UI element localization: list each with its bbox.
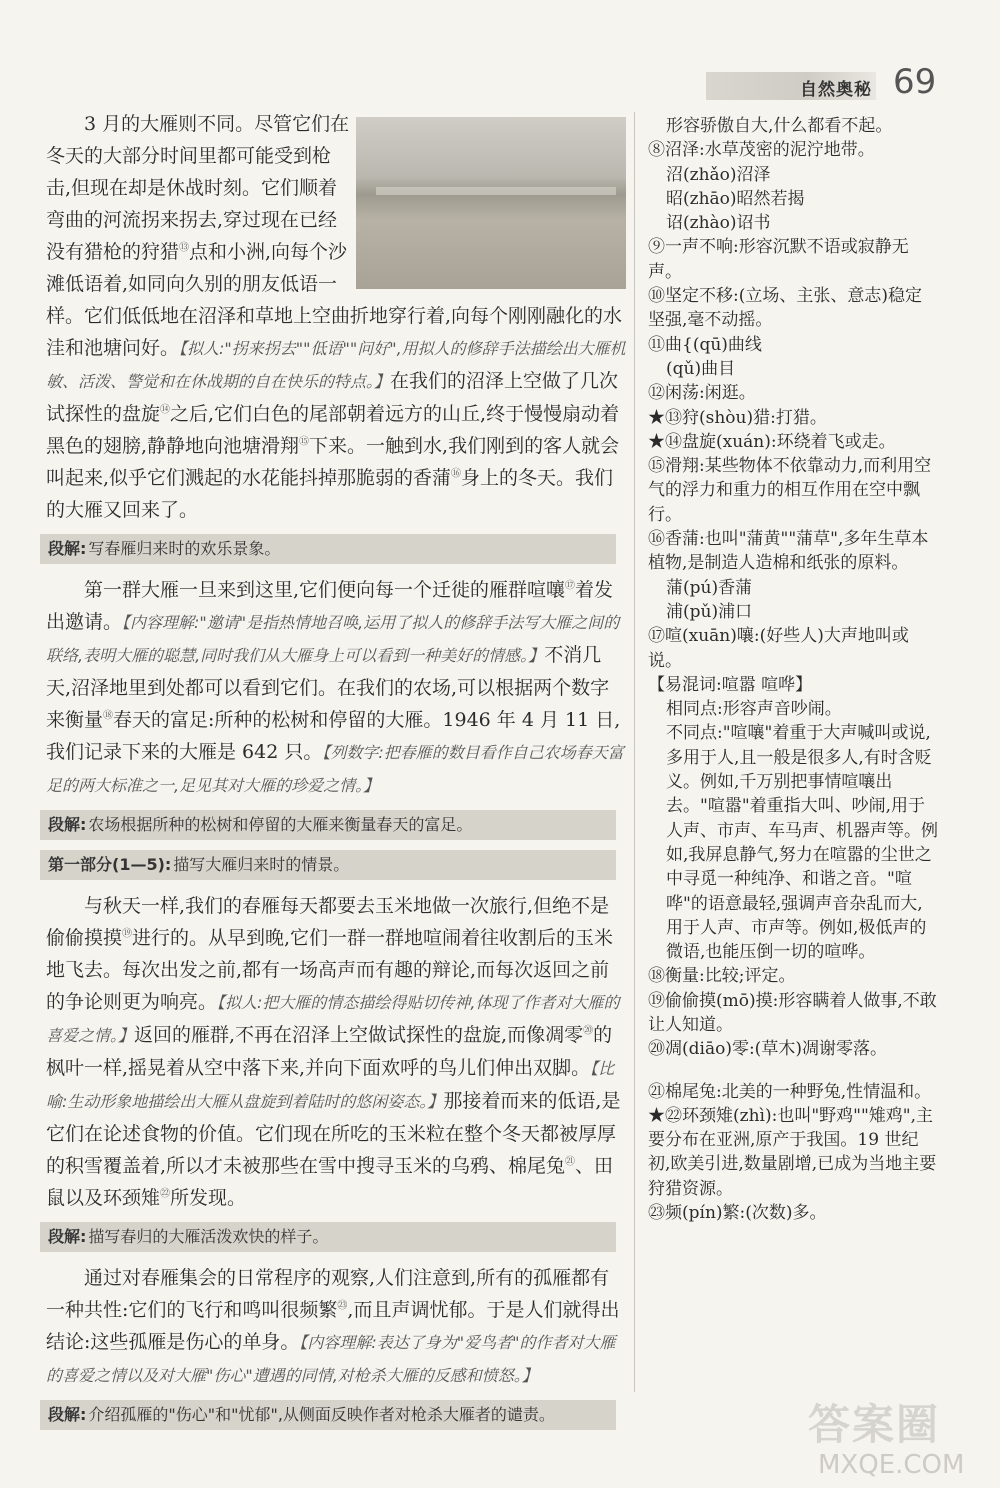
footnote-marker[interactable]: ㉓ bbox=[337, 1300, 348, 1312]
glossary-item: ⑯香蒲:也叫"蒲黄""蒲草",多年生草本植物,是制造人造棉和纸张的原料。 bbox=[648, 529, 929, 574]
column-divider bbox=[634, 112, 635, 1392]
glossary-subitem: 昭(zhāo)昭然若揭 bbox=[666, 188, 805, 209]
glossary-subitem: (qǔ)曲目 bbox=[666, 358, 736, 379]
annotation: 【内容理解:"邀请"是指热情地召唤,运用了拟人的修辞手法写大雁之间的联络,表明大雁的聪慧,同时我们从大雁身上可以看到一种美好的情感。】 bbox=[46, 613, 620, 665]
glossary-item: ⑮滑翔:某些物体不依靠动力,而利用空气的浮力和重力的相互作用在空中飘行。 bbox=[648, 456, 932, 525]
glossary-subitem: 相同点:形容声音吵闹。 bbox=[666, 699, 842, 720]
paragraph-summary-bar: 段解: 写春雁归来时的欢乐景象。 bbox=[40, 534, 616, 564]
footnote-marker[interactable]: ⑳ bbox=[583, 1025, 594, 1037]
section-summary-bar: 第一部分(1—5): 描写大雁归来时的情景。 bbox=[40, 850, 616, 880]
paragraph-2: 第一群大雁一旦来到这里,它们便向每一个迁徙的雁群喧嚷⑰着发出邀请。【内容理解:"邀请"是指热情地召唤,运用了拟人的修辞手法写大雁之间的联络,表明大雁的聪慧,同时我们从大雁身上可以看到一种美好的情感。】不消几天,沼泽地里到处都可以看到它们。在我们的农场,可以根据两个数字来衡量⑱春天的富足:所种的松树和停留的大雁。1946 年 4 月 11 日,我们记录下来的大雁是 642 只。【列数字:把春雁的数目看作自己农场春天富足的两大标准之一,足见其对大雁的珍爱之情。】 bbox=[46, 579, 624, 795]
paragraph-3: 与秋天一样,我们的春雁每天都要去玉米地做一次旅行,但绝不是偷偷摸摸⑲进行的。从早到晚,它们一群一群地喧闹着往收割后的玉米地飞去。每次出发之前,都有一场高声而有趣的辩论,而每次返回之前的争论则更为响亮。【拟人:把大雁的情态描绘得贴切传神,体现了作者对大雁的喜爱之情。】返回的雁群,不再在沼泽上空做试探性的盘旋,而像凋零⑳的枫叶一样,摇晃着从空中落下来,并向下面欢呼的鸟儿们伸出双脚。【比喻:生动形象地描绘出大雁从盘旋到着陆时的悠闲姿态。】那接着而来的低语,是它们在论述食物的价值。它们现在所吃的玉米粒在整个冬天都被厚厚的积雪覆盖着,所以才未被那些在雪中搜寻玉米的乌鸦、棉尾兔$^㉑$、田鼠以及环颈雉$^㉒$所发现。 bbox=[46, 895, 621, 1209]
footnote-marker[interactable]: ⑭ bbox=[160, 404, 171, 416]
footnote-marker[interactable]: ㉑ bbox=[565, 1156, 576, 1168]
footnote-marker[interactable]: ⑱ bbox=[103, 710, 114, 722]
glossary-subitem: 诏(zhào)诏书 bbox=[666, 213, 771, 234]
paragraph-summary-bar: 段解: 农场根据所种的松树和停留的大雁来衡量春天的富足。 bbox=[40, 810, 616, 840]
paragraph-4: 通过对春雁集会的日常程序的观察,人们注意到,所有的孤雁都有一种共性:它们的飞行和鸣叫很频繁$^㉓$,而且声调忧郁。于是人们就得出结论:这些孤雁是伤心的单身。【内容理解:表达了身为"爱鸟者"的作者对大雁的喜爱之情以及对大雁"伤心"遭遇的同情,对枪杀大雁的反感和愤怒。】 bbox=[46, 1267, 620, 1385]
glossary-item: ⑱衡量:比较;评定。 bbox=[648, 966, 796, 987]
paragraph-summary-bar: 段解: 介绍孤雁的"伤心"和"忧郁",从侧面反映作者对枪杀大雁者的谴责。 bbox=[40, 1400, 616, 1430]
glossary-item: ★⑭盘旋(xuán):环绕着飞或走。 bbox=[648, 431, 896, 452]
glossary-item: ⑧沼泽:水草茂密的泥泞地带。 bbox=[648, 140, 875, 161]
glossary-item: 形容骄傲自大,什么都看不起。 bbox=[666, 116, 893, 136]
glossary-item: ⑫闲荡:闲逛。 bbox=[648, 383, 756, 404]
glossary-item: ⑪曲{(qū)曲线 bbox=[648, 334, 762, 355]
footnote-marker[interactable]: ⑬ bbox=[179, 242, 190, 254]
glossary-item: ⑲偷偷摸(mō)摸:形容瞒着人做事,不敢让人知道。 bbox=[648, 990, 937, 1035]
glossary-item: ★㉒环颈雉(zhì):也叫"野鸡""雉鸡",主要分布在亚洲,原产于我国。19 世纪初,欧美引进,数量剧增,已成为当地主要狩猎资源。 bbox=[648, 1105, 937, 1199]
main-column bbox=[46, 108, 626, 1440]
annotation: 【比喻:生动形象地描绘出大雁从盘旋到着陆时的悠闲姿态。】 bbox=[46, 1059, 615, 1111]
footnote-marker[interactable]: ⑯ bbox=[451, 468, 462, 480]
paragraph-summary-bar: 段解: 描写春归的大雁活泼欢快的样子。 bbox=[40, 1222, 616, 1252]
footnote-marker[interactable]: ⑲ bbox=[122, 928, 133, 940]
glossary-item: ⑨一声不响:形容沉默不语或寂静无声。 bbox=[648, 237, 909, 282]
footnote-marker[interactable]: ㉒ bbox=[160, 1188, 171, 1200]
glossary-column bbox=[648, 114, 938, 1225]
annotation: 【拟人:把大雁的情态描绘得贴切传神,体现了作者对大雁的喜爱之情。】 bbox=[46, 993, 620, 1045]
glossary-subitem: 浦(pǔ)浦口 bbox=[666, 601, 753, 622]
section-title: 自然奥秘 bbox=[800, 80, 872, 100]
annotation: 【内容理解:表达了身为"爱鸟者"的作者对大雁的喜爱之情以及对大雁"伤心"遭遇的同情,对枪杀大雁的反感和愤怒。】 bbox=[46, 1333, 616, 1385]
glossary-subitem: 【易混词:喧嚣 喧哗】 bbox=[648, 674, 813, 695]
annotation: 【拟人:"拐来拐去""低语""问好",用拟人的修辞手法描绘出大雁机敏、活泼、警觉和在休战期的自在快乐的特点。】 bbox=[46, 339, 626, 391]
glossary-subitem: 蒲(pú)香蒲 bbox=[666, 577, 753, 598]
glossary-item: ⑰喧(xuān)嚷:(好些人)大声地叫或说。 bbox=[648, 626, 909, 671]
watermark-url: MXQE.COM bbox=[818, 1450, 965, 1480]
footnote-marker[interactable]: ⑰ bbox=[565, 580, 576, 592]
paragraph-1: 3 月的大雁则不同。尽管它们在冬天的大部分时间里都可能受到枪击,但现在却是休战时刻。它们顺着弯曲的河流拐来拐去,穿过现在已经没有猎枪的狩猎⑬点和小洲,向每个沙滩低语着,如同向久别的朋友低语一样。它们低低地在沼泽和草地上空曲折地穿行着,向每个刚刚融化的水洼和池塘问好。【拟人:"拐来拐去""低语""问好",用拟人的修辞手法描绘出大雁机敏、活泼、警觉和在休战期的自在快乐的特点。】在我们的沼泽上空做了几次试探性的盘旋⑭之后,它们白色的尾部朝着远方的山丘,终于慢慢扇动着黑色的翅膀,静静地向池塘滑翔⑮下来。一触到水,我们刚到的客人就会叫起来,似乎它们溅起的水花能抖掉那脆弱的香蒲⑯身上的冬天。我们的大雁又回来了。 bbox=[46, 113, 626, 521]
glossary-item: ⑳凋(diāo)零:(草木)凋谢零落。 bbox=[648, 1039, 887, 1060]
glossary-item: ㉓频(pín)繁:(次数)多。 bbox=[648, 1203, 827, 1224]
glossary-subitem: 不同点:"喧嚷"着重于大声喊叫或说,多用于人,且一般是很多人,有时含贬义。例如,千万别把事情喧嚷出去。"喧嚣"着重指大叫、吵闹,用于人声、市声、车马声、机器声等。例如,我屏息静气,努力在喧嚣的尘世之中寻觅一种纯净、和谐之音。"喧哗"的语意最轻,强调声音杂乱而大,用于人声、市声等。例如,极低声的微语,也能压倒一切的喧哗。 bbox=[666, 723, 938, 963]
page-number: 69 bbox=[893, 62, 937, 102]
watermark-logo: 答案圈 bbox=[808, 1400, 941, 1449]
glossary-item: ㉑棉尾兔:北美的一种野兔,性情温和。 bbox=[648, 1081, 932, 1102]
glossary-subitem: 沼(zhǎo)沼泽 bbox=[666, 164, 771, 185]
glossary-item: ★⑬狩(shòu)猎:打猎。 bbox=[648, 407, 827, 428]
annotation: 【列数字:把春雁的数目看作自己农场春天富足的两大标准之一,足见其对大雁的珍爱之情。】 bbox=[46, 743, 624, 795]
footnote-marker[interactable]: ⑮ bbox=[299, 436, 310, 448]
glossary-item: ⑩坚定不移:(立场、主张、意志)稳定坚强,毫不动摇。 bbox=[648, 286, 922, 331]
